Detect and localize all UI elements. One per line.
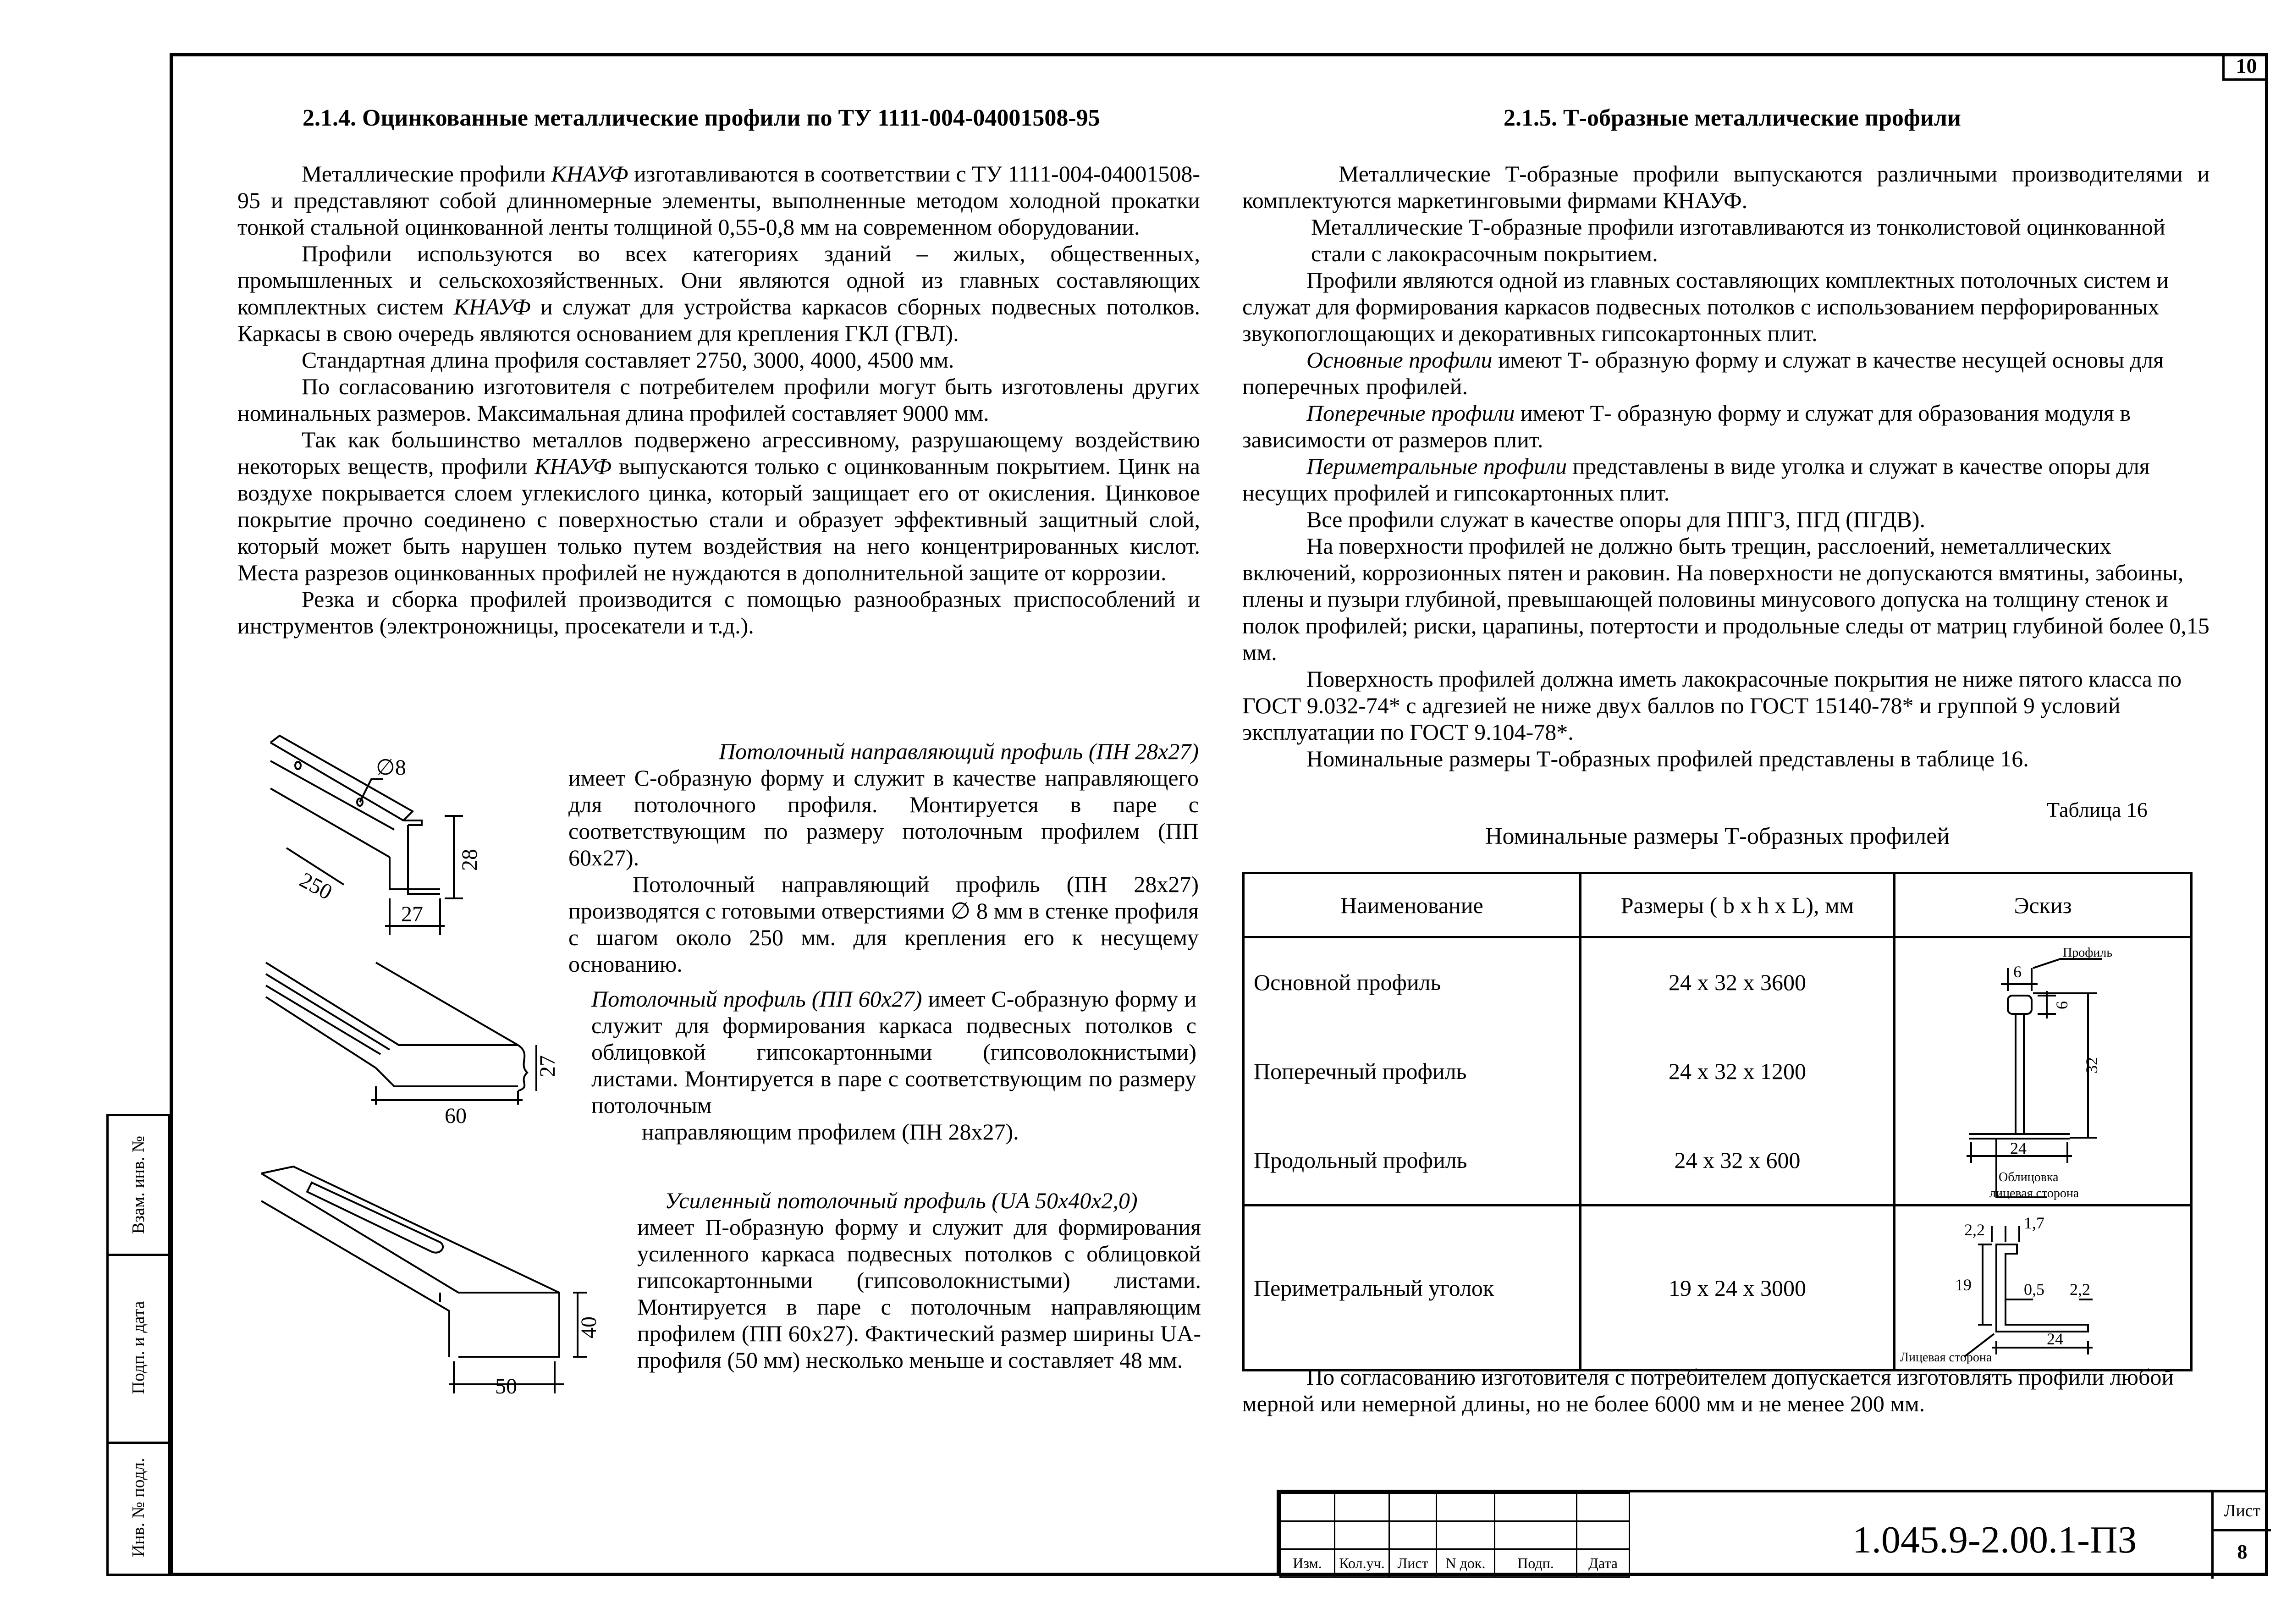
stamp-col-ndok: N док. [1437, 1549, 1495, 1577]
paragraph: Металлические Т-образные профили изготавливаются из тонколистовой оцинкованной стали с лакокрасочным покрытием. [1311, 214, 2165, 266]
paragraph: Металлические Т-образные профили выпускаются различными производителями и комплектуются маркетинговыми фирмами КНАУФ. [1242, 161, 2209, 213]
paragraph: Резка и сборка профилей производится с помощью разнообразных приспособлений и инструментов (электроножницы, просекатели и т.д.). [237, 586, 1200, 639]
svg-text:0,5: 0,5 [2024, 1280, 2044, 1299]
stamp-col-kol: Кол.уч. [1335, 1549, 1389, 1577]
closing-paragraph: По согласованию изготовителя с потребителем допускается изготовлять профили любой мерной или немерной длины, но не более 6000 мм и не менее 200 мм. [1242, 1364, 2174, 1416]
dim-27: 27 [401, 902, 423, 926]
sheet-box [2211, 1492, 2271, 1579]
svg-text:6: 6 [2013, 963, 2022, 981]
page-number: 10 [2222, 53, 2268, 81]
pp-text2: направляющим профилем (ПН 28х27). [642, 1119, 1019, 1145]
paragraph: Все профили служат в качестве опоры для ППГЗ, ПГД (ПГДВ). [1306, 506, 1925, 532]
side-stamp-replaced [106, 1114, 171, 1256]
stamp-col-podp: Подп. [1495, 1549, 1577, 1577]
paragraph: Основные профили имеют Т- образную форму и служат в качестве несущей основы для поперечных профилей. [1242, 347, 2164, 399]
sketch-t-profile [1895, 937, 2192, 1206]
table-row: Основной профиль 24 x 32 x 3600 6 Профиль 6 32 24 Облицовка лицевая сторона [1244, 937, 2192, 1027]
left-body [237, 160, 1200, 639]
svg-text:лицевая сторона: лицевая сторона [1989, 1186, 2079, 1200]
pp-profile-drawing [261, 953, 582, 1128]
svg-text:Профиль: Профиль [2063, 946, 2113, 960]
ua-title: Усиленный потолочный профиль (UA 50х40х2,0) [665, 1188, 1138, 1213]
paragraph: По согласованию изготовителя с потребителем профили могут быть изготовлены других номинальных размеров. Максимальная длина профилей составляет 9000 мм. [237, 374, 1200, 426]
table-row: Периметральный уголок 19 x 24 x 3000 2,2 1,7 19 0,5 2,2 24 Лицевая сторона [1244, 1206, 2192, 1371]
right-heading: 2.1.5. Т-образные металлические профили [1504, 105, 1961, 131]
document-code: 1.045.9-2.00.1-ПЗ [1852, 1519, 2137, 1561]
table-16 [1242, 872, 2193, 1371]
svg-text:Облицовка: Облицовка [1999, 1170, 2059, 1184]
svg-text:32: 32 [2083, 1057, 2101, 1073]
sheet-label: Лист [2214, 1492, 2271, 1531]
side-label-replaced: Взам. инв. № [129, 1135, 148, 1234]
ua-description [637, 1187, 1201, 1373]
paragraph: Металлические профили КНАУФ изготавливаются в соответствии с ТУ 1111-004-04001508-95 и представляют собой длинномерные элементы, выполненные методом холодной прокатки тонкой стальной оцинкованной ленты толщиной 0,55-0,8 мм на современном оборудовании. [237, 161, 1200, 240]
header-size: Размеры ( b x h x L), мм [1581, 873, 1895, 937]
dim-28: 28 [457, 849, 482, 871]
svg-text:2,2: 2,2 [1964, 1220, 1985, 1239]
dim-40: 40 [577, 1316, 601, 1338]
svg-text:6: 6 [2053, 1001, 2071, 1009]
ua-text: имеет П-образную форму и служит для формирования усиленного каркаса подвесных потолков с облицовкой гипсокартонными (гипсоволокнистыми) листами. Монтируется в паре с потолочным направляющим профилем (ПП 60х27). Фактический размер ширины UA-профиля (50 мм) несколько меньше и составляет 48 мм. [637, 1214, 1201, 1373]
dim-27b: 27 [535, 1055, 560, 1077]
paragraph: Номинальные размеры Т-образных профилей представлены в таблице 16. [1306, 746, 2029, 771]
dim-phi8: ∅8 [376, 755, 406, 780]
stamp-col-list: Лист [1389, 1549, 1437, 1577]
paragraph: На поверхности профилей не должно быть трещин, расслоений, неметаллических включений, коррозионных пятен и раковин. На поверхности не допускаются вмятины, забоины, плены и пузыри глубиной, превышающей половины минусового допуска на толщину стенок и полок профилей; риски, царапины, потертости и продольные следы от матриц глубиной более 0,15 мм. [1242, 533, 2209, 665]
header-name: Наименование [1244, 873, 1581, 937]
title-block [1277, 1490, 2268, 1576]
table-row: Поперечный профиль 24 x 32 x 1200 [1244, 1027, 2192, 1116]
header-sketch: Эскиз [1895, 873, 2192, 937]
stamp-col-izm: Изм. [1280, 1549, 1335, 1577]
dim-250: 250 [295, 867, 336, 905]
paragraph: Профили являются одной из главных составляющих комплектных потолочных систем и служат для формирования каркасов подвесных потолков с использованием перфорированных звукопоглощающих и декоративных гипсокартонных плит. [1242, 267, 2169, 346]
paragraph: Профили используются во всех категориях зданий – жилых, общественных, промышленных и сельскохозяйственных. Они являются одной из главных составляющих комплектных систем КНАУФ и служат для устройства каркасов сборных подвесных потолков. Каркасы в свою очередь являются основанием для крепления ГКЛ (ГВЛ). [237, 241, 1200, 346]
side-label-inv: Инв. № подл. [129, 1458, 148, 1558]
left-heading: 2.1.4. Оцинкованные металлические профили по ТУ 1111-004-04001508-95 [303, 105, 1100, 131]
pn-text2: Потолочный направляющий профиль (ПН 28х27) производятся с готовыми отверстиями ∅ 8 мм в стенке профиля с шагом около 250 мм. для крепления его к несущему основанию. [568, 871, 1199, 977]
dim-50: 50 [495, 1374, 517, 1398]
ua-profile-drawing [257, 1164, 614, 1403]
table-row: Продольный профиль 24 x 32 x 600 [1244, 1116, 2192, 1206]
sketch-angle-profile [1895, 1206, 2192, 1371]
table-label: Таблица 16 [2047, 798, 2148, 821]
pn-title: Потолочный направляющий профиль (ПН 28х27) [719, 738, 1199, 764]
svg-text:1,7: 1,7 [2024, 1213, 2044, 1232]
pn-description [568, 738, 1199, 977]
table-header-row [1244, 873, 2192, 937]
sheet-number: 8 [2237, 1541, 2248, 1563]
paragraph: Поверхность профилей должна иметь лакокрасочные покрытия не ниже пятого класса по ГОСТ 9.032-74* с адгезией не ниже двух баллов по ГОСТ 15140-78* и группой 9 условий эксплуатации по ГОСТ 9.104-78*. [1242, 666, 2182, 745]
revision-grid [1279, 1492, 1630, 1578]
svg-text:19: 19 [1955, 1275, 1972, 1294]
svg-text:24: 24 [2047, 1329, 2063, 1348]
svg-text:Лицевая сторона: Лицевая сторона [1900, 1350, 1992, 1365]
dim-60: 60 [445, 1104, 467, 1128]
svg-text:2,2: 2,2 [2070, 1280, 2090, 1299]
paragraph: Стандартная длина профиля составляет 2750, 3000, 4000, 4500 мм. [302, 347, 954, 373]
paragraph: Так как большинство металлов подвержено агрессивному, разрушающему воздействию некоторых веществ, профили КНАУФ выпускаются только с оцинкованным покрытием. Цинк на воздухе покрывается слоем углекислого цинка, который защищает его от окисления. Цинковое покрытие прочно соединено с поверхностью стали и образует эффективный защитный слой, который может быть нарушен только путем воздействия на него концентрированных кислот. Места разрезов оцинкованных профилей не нуждаются в дополнительной защите от коррозии. [237, 427, 1200, 585]
pn-profile-drawing [261, 733, 582, 949]
stamp-col-data: Дата [1577, 1549, 1630, 1577]
side-label-sign: Подп. и дата [129, 1301, 148, 1394]
table-title: Номинальные размеры Т-образных профилей [1485, 823, 1950, 849]
paragraph: Поперечные профили имеют Т- образную форму и служат для образования модуля в зависимости от размеров плит. [1242, 400, 2131, 452]
pn-text: имеет С-образную форму и служит в качестве направляющего для потолочного профиля. Монтируется в паре с соответствующим по размеру потолочным профилем (ПП 60х27). [568, 765, 1199, 870]
paragraph: Периметральные профили представлены в виде уголка и служат в качестве опоры для несущих профилей и гипсокартонных плит. [1242, 453, 2150, 506]
svg-text:24: 24 [2010, 1139, 2027, 1157]
pp-description: Потолочный профиль (ПП 60х27) имеет С-образную форму и служит для формирования каркаса подвесных потолков с облицовкой гипсокартонными (гипсоволокнистыми) листами. Монтируется в паре с соответствующим по размеру потолочным направляющим профилем (ПН 28х27). [591, 986, 1197, 1145]
side-stamp-sign [106, 1254, 171, 1444]
side-stamp-inv [106, 1442, 171, 1576]
right-body [1242, 160, 2209, 772]
